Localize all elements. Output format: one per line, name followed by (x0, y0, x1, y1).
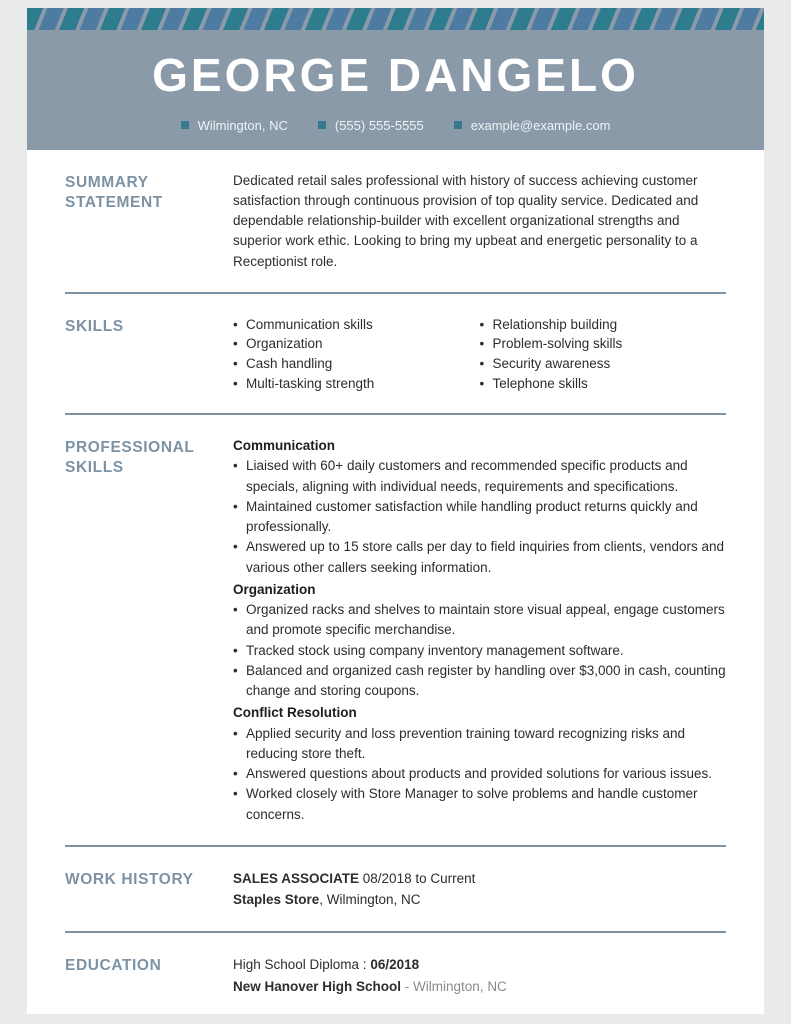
job-dates: 08/2018 to Current (362, 870, 476, 886)
skill-item: • Relationship building (480, 315, 727, 335)
bullet-item: • Organized racks and shelves to maintain store visual appeal, engage customers and promote specific merchandise. (233, 600, 726, 641)
skill-item: • Telephone skills (480, 374, 727, 394)
work-history-section-title: WORK HISTORY (65, 870, 194, 888)
school-location: - Wilmington, NC (404, 978, 507, 994)
education-section-body (233, 954, 726, 997)
section-education (65, 931, 726, 1014)
resume-name: GEORGE DANGELO (152, 49, 639, 101)
bullet-item: • Balanced and organized cash register by handling over $3,000 in cash, counting change and storing coupons. (233, 661, 726, 702)
school-name: New Hanover High School (233, 978, 402, 994)
skill-group-bullets (233, 600, 726, 701)
decorative-stripes (27, 8, 764, 30)
skill-item: • Organization (233, 334, 480, 354)
resume-header (27, 8, 764, 150)
skills-column-2 (480, 315, 727, 393)
bullet-item: • Tracked stock using company inventory management software. (233, 641, 726, 661)
contact-location (181, 118, 288, 133)
education-section-title: EDUCATION (65, 957, 162, 975)
skill-item: • Multi-tasking strength (233, 374, 480, 394)
skill-group-communication (233, 436, 726, 578)
summary-section-title: SUMMARY STATEMENT (65, 173, 163, 211)
skills-column-1 (233, 315, 480, 393)
skill-group-bullets (233, 724, 726, 825)
resume-page (27, 8, 764, 1014)
skill-item: • Security awareness (480, 354, 727, 374)
skill-group-bullets (233, 456, 726, 578)
resume-content (27, 150, 764, 1014)
skill-group-heading: Conflict Resolution (233, 705, 357, 721)
bullet-item: • Applied security and loss prevention training toward recognizing risks and reducing store theft. (233, 724, 726, 765)
skill-group-conflict-resolution (233, 703, 726, 825)
bullet-item: • Liaised with 60+ daily customers and recommended specific products and specials, aligning with individual needs, requirements and specifications. (233, 456, 726, 497)
skills-columns (233, 315, 726, 393)
professional-skills-section-body (233, 436, 726, 825)
diploma-date: 06/2018 (370, 957, 420, 973)
section-summary-statement (65, 150, 726, 292)
section-work-history (65, 845, 726, 931)
diploma-name: High School Diploma : (233, 957, 367, 973)
section-skills (65, 292, 726, 413)
phone-icon (318, 121, 326, 129)
diploma-line (233, 954, 726, 976)
employer-name: Staples Store (233, 892, 320, 908)
skill-item: • Communication skills (233, 315, 480, 335)
section-professional-skills (65, 413, 726, 845)
skill-group-heading: Communication (233, 438, 336, 454)
contact-phone-text: (555) 555-5555 (334, 117, 424, 133)
job-title-line (233, 868, 726, 890)
skill-group-heading: Organization (233, 581, 316, 597)
work-history-section-body (233, 868, 726, 911)
email-icon (454, 121, 462, 129)
contact-row (27, 118, 764, 133)
employer-line (233, 889, 726, 911)
location-icon (181, 121, 189, 129)
summary-text: Dedicated retail sales professional with history of success achieving customer satisfaction through continuous provision of top quality service. Dedicated and dependable relationship-builder with excellent organizational strengths and superior work ethic. Looking to bring my upbeat and energetic personality to a Receptionist role. (233, 172, 699, 269)
skill-item: • Cash handling (233, 354, 480, 374)
contact-phone (318, 118, 424, 133)
contact-email-text: example@example.com (470, 117, 611, 133)
contact-location-text: Wilmington, NC (197, 117, 288, 133)
contact-email (454, 118, 611, 133)
bullet-item: • Maintained customer satisfaction while handling product returns quickly and professionally. (233, 497, 726, 538)
skill-group-organization (233, 580, 726, 702)
bullet-item: • Answered up to 15 store calls per day to field inquiries from clients, vendors and various other callers seeking information. (233, 537, 726, 578)
summary-section-body (233, 171, 726, 272)
skill-item: • Problem-solving skills (480, 334, 727, 354)
professional-skills-section-title: PROFESSIONAL SKILLS (65, 439, 195, 477)
bullet-item: • Worked closely with Store Manager to solve problems and handle customer concerns. (233, 784, 726, 825)
skills-section-title: SKILLS (65, 317, 124, 335)
school-line (233, 976, 726, 998)
job-title: SALES ASSOCIATE (233, 870, 360, 886)
skills-section-body (233, 315, 726, 393)
bullet-item: • Answered questions about products and provided solutions for various issues. (233, 764, 726, 784)
employer-location: , Wilmington, NC (319, 892, 421, 908)
